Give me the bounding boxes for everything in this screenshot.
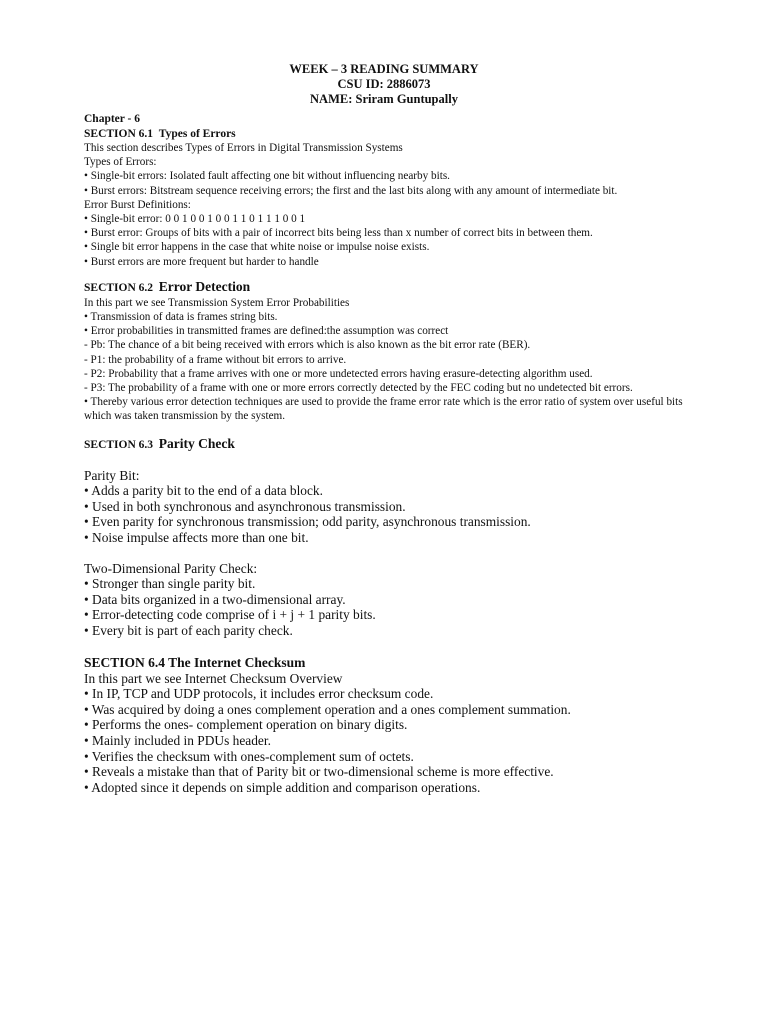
section-6-2: [84, 279, 684, 424]
section-6-3: [84, 436, 684, 639]
section-6-2-label: SECTION 6.2: [84, 281, 154, 294]
spacer: [84, 546, 684, 561]
document-page: [84, 62, 684, 795]
section-6-4-line: In this part we see Internet Checksum Overview: [84, 670, 343, 686]
author-name: NAME: Sriram Guntupally: [310, 92, 458, 106]
two-dim-parity-item: • Error-detecting code comprise of i + j + 1 parity bits.: [84, 607, 376, 623]
parity-bit-heading: Parity Bit:: [84, 467, 140, 483]
spacer: [84, 453, 684, 468]
section-6-1-heading: [84, 127, 684, 141]
two-dim-parity-item: • Every bit is part of each parity check.: [84, 623, 293, 638]
section-6-2-heading: [84, 279, 684, 296]
section-6-1-line: This section describes Types of Errors in Digital Transmission Systems: [84, 142, 403, 154]
parity-bit-block: [84, 468, 684, 546]
section-6-1-line: • Burst errors: Bitstream sequence receiving errors; the first and the last bits along with any amount of intermediate bit.: [84, 184, 618, 197]
two-dim-parity-block: [84, 561, 684, 639]
section-6-1: [84, 127, 684, 269]
parity-bit-item: • Even parity for synchronous transmission; odd parity, asynchronous transmission.: [84, 514, 531, 530]
section-6-1-line: Error Burst Definitions:: [84, 198, 191, 211]
section-6-2-line: • Thereby various error detection techniques are used to provide the frame error rate which is the error ratio of system over useful bits which was taken transmission by the system.: [84, 396, 683, 423]
section-6-3-title: Parity Check: [158, 435, 235, 451]
section-6-2-line: - P2: Probability that a frame arrives with one or more undetected errors having erasure-detecting algorithm used.: [84, 367, 593, 380]
section-6-2-line: - P3: The probability of a frame with one or more errors correctly detected by the FEC coding but no undetected bit errors.: [84, 382, 633, 395]
two-dim-parity-item: • Stronger than single parity bit.: [84, 576, 256, 592]
chapter-label: Chapter - 6: [84, 113, 141, 125]
section-6-3-heading: [84, 436, 684, 453]
section-6-4-line: • Mainly included in PDUs header.: [84, 732, 271, 748]
section-6-1-line: • Burst error: Groups of bits with a pair of incorrect bits being less than x number of correct bits in between them.: [84, 227, 593, 240]
document-header: [84, 62, 684, 107]
section-6-2-line: In this part we see Transmission System Error Probabilities: [84, 296, 350, 309]
section-6-4-line: • Verifies the checksum with ones-complement sum of octets.: [84, 748, 414, 764]
csu-id: CSU ID: 2886073: [337, 77, 431, 91]
section-6-1-line: • Single-bit errors: Isolated fault affecting one bit without influencing nearby bits.: [84, 170, 450, 183]
section-6-2-line: • Error probabilities in transmitted frames are defined:the assumption was correct: [84, 325, 449, 338]
parity-bit-item: • Noise impulse affects more than one bit.: [84, 530, 309, 546]
section-6-4-line: • Performs the ones- complement operation on binary digits.: [84, 717, 408, 733]
section-6-1-title: Types of Errors: [158, 128, 236, 140]
document-title: WEEK – 3 READING SUMMARY: [289, 62, 479, 76]
section-6-1-line: • Burst errors are more frequent but harder to handle: [84, 255, 319, 268]
section-6-1-line: Types of Errors:: [84, 156, 157, 169]
section-6-4-line: • Adopted since it depends on simple addition and comparison operations.: [84, 779, 481, 795]
section-6-4-line: • In IP, TCP and UDP protocols, it includes error checksum code.: [84, 686, 434, 702]
section-6-4-heading: SECTION 6.4 The Internet Checksum: [84, 654, 306, 670]
parity-bit-item: • Adds a parity bit to the end of a data block.: [84, 483, 323, 499]
section-6-2-line: - Pb: The chance of a bit being received with errors which is also known as the bit error rate (BER).: [84, 339, 531, 352]
section-6-4-line: • Was acquired by doing a ones complement operation and a ones complement summation.: [84, 701, 571, 717]
two-dim-parity-item: • Data bits organized in a two-dimensional array.: [84, 591, 346, 607]
section-6-1-line: • Single bit error happens in the case that white noise or impulse noise exists.: [84, 241, 430, 254]
section-6-2-title: Error Detection: [158, 278, 251, 294]
parity-bit-item: • Used in both synchronous and asynchronous transmission.: [84, 498, 406, 514]
section-6-2-line: - P1: the probability of a frame without bit errors to arrive.: [84, 353, 347, 366]
section-6-2-line: • Transmission of data is frames string bits.: [84, 311, 278, 324]
section-6-1-label: SECTION 6.1: [84, 128, 154, 140]
section-6-1-line: • Single-bit error: 0 0 1 0 0 1 0 0 1 1 0 1 1 1 0 0 1: [84, 213, 306, 226]
section-6-4: [84, 655, 684, 796]
section-6-4-line: • Reveals a mistake than that of Parity bit or two-dimensional scheme is more effective.: [84, 764, 554, 780]
two-dim-parity-heading: Two-Dimensional Parity Check:: [84, 560, 258, 576]
section-6-3-label: SECTION 6.3: [84, 438, 154, 451]
